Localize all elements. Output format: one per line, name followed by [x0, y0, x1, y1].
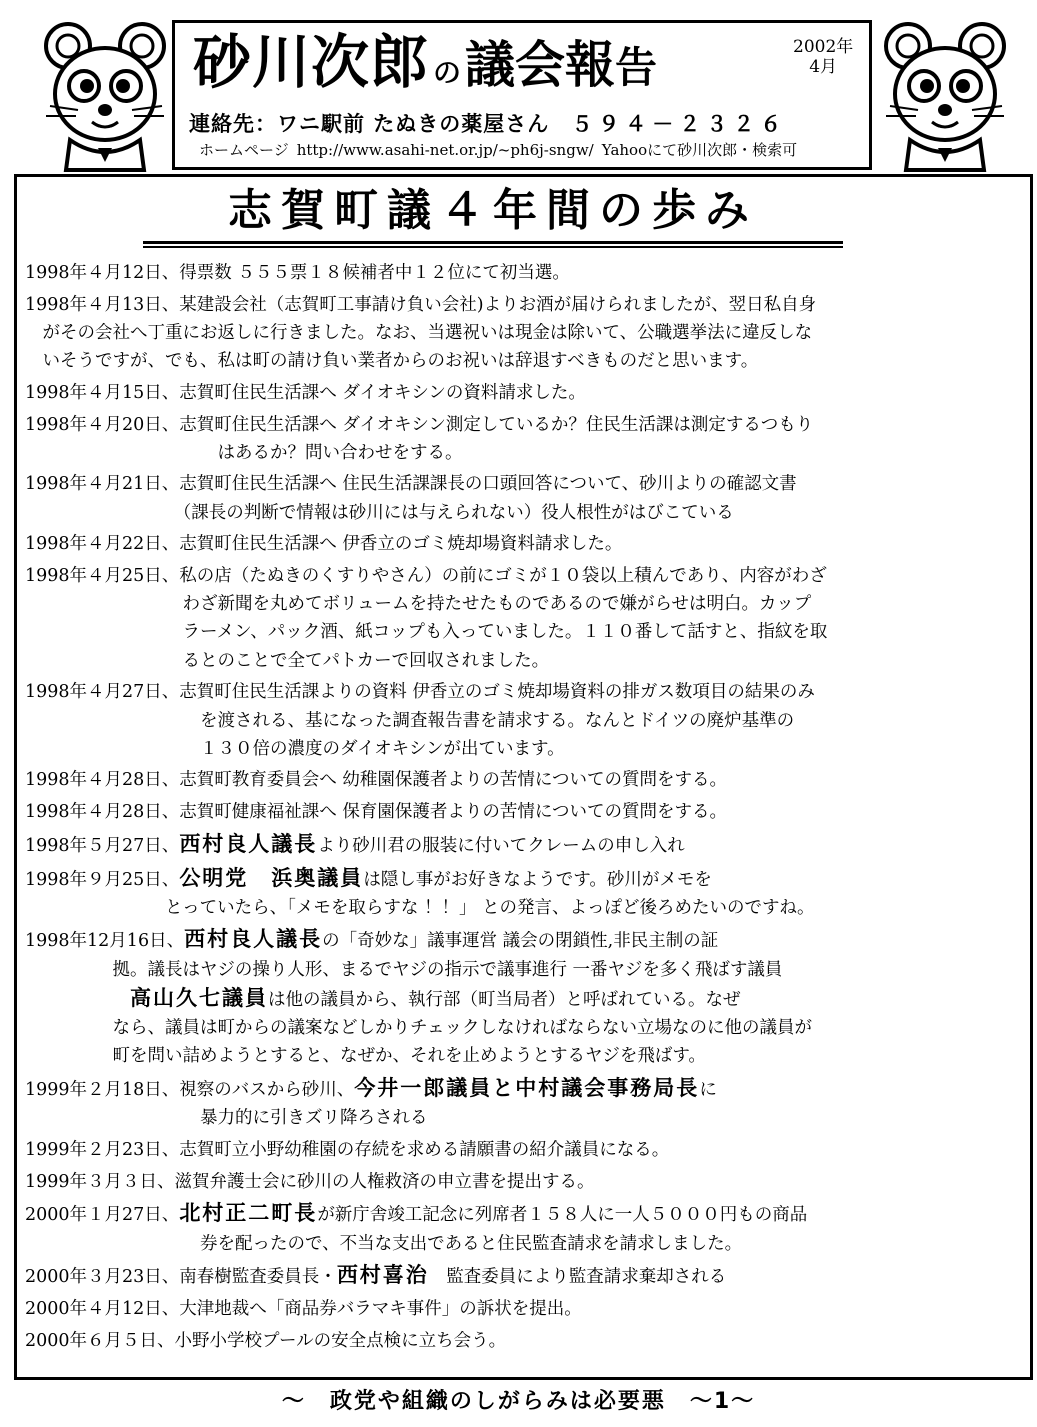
entry-line — [25, 1136, 1025, 1164]
entry-line — [25, 1168, 1025, 1196]
entry-text: 1999年２月23日、志賀町立小野幼稚園の存続を求める請願書の紹介議員になる。 — [25, 1139, 670, 1160]
entry-text: 券を配ったので、不当な支出であると住民監査請求を請求しました。 — [25, 1233, 743, 1254]
title-underline — [143, 241, 843, 244]
title-report: 議会報 — [465, 36, 616, 94]
issue-month: 4月 — [809, 57, 838, 77]
timeline-entry — [25, 1327, 1025, 1355]
entry-line — [25, 470, 1025, 498]
entry-text: 1998年４月21日、志賀町住民生活課へ 住民生活課課長の口頭回答について、砂川よりの確認文書 — [25, 474, 797, 495]
report-title — [193, 28, 658, 96]
entry-text: 1998年４月13日、某建設会社（志賀町工事請け負い会社)よりお酒が届けられましたが、翌日私自身 — [25, 294, 817, 315]
entry-line — [25, 864, 1025, 894]
entry-text: 1998年12月16日、 — [25, 931, 185, 952]
timeline-entry — [25, 766, 1025, 794]
entry-line — [25, 798, 1025, 826]
timeline-entry — [25, 259, 1025, 287]
entry-text: るとのことで全てパトカーで回収されました。 — [25, 650, 550, 671]
entry-line — [25, 925, 1025, 955]
homepage-url[interactable]: http://www.asahi-net.or.jp/~ph6j-sngw/ — [296, 141, 594, 159]
entry-line — [25, 590, 1025, 618]
entry-text: 1998年４月28日、志賀町教育委員会へ 幼稚園保護者よりの苦情についての質問をする。 — [25, 770, 728, 791]
timeline-entry — [25, 379, 1025, 407]
entry-line — [25, 1261, 1025, 1291]
contact-address: 連絡先：ワニ駅前 たぬきの薬屋さん — [189, 112, 550, 136]
title-report-end: 告 — [615, 43, 658, 92]
entry-text: いそうですが、でも、私は町の請け負い業者からのお祝いは辞退すべきものだと思います。 — [25, 351, 759, 372]
highlighted-name: 北村正二町長 — [179, 1201, 318, 1226]
entry-line — [25, 735, 1025, 763]
entry-line — [25, 678, 1025, 706]
entry-text: 1998年９月25日、 — [25, 869, 180, 890]
entry-line — [25, 319, 1025, 347]
timeline-entry — [25, 470, 1025, 526]
entry-line — [25, 647, 1025, 675]
timeline-entry — [25, 1168, 1025, 1196]
highlighted-name: 高山久七議員 — [130, 985, 268, 1010]
entry-text: 2000年１月27日、 — [25, 1205, 180, 1226]
entry-text: がその会社へ丁重にお返しに行きました。なお、当選祝いは現金は除いて、公職選挙法に違反しな — [25, 322, 813, 343]
entry-line — [25, 1104, 1025, 1132]
timeline-entry — [25, 1199, 1025, 1257]
entry-text: 1999年２月18日、視察のバスから砂川、 — [25, 1079, 355, 1100]
entry-line — [25, 439, 1025, 467]
timeline-entry — [25, 562, 1025, 675]
entry-text: 1998年４月15日、志賀町住民生活課へ ダイオキシンの資料請求した。 — [25, 382, 586, 403]
highlighted-name: 西村良人議長 — [179, 831, 318, 856]
entry-text: 1998年４月25日、私の店（たぬきのくすりやさん）の前にゴミが１０袋以上積んであり、内容がわざ — [25, 566, 827, 587]
entry-text: の「奇妙な」議事運営 議会の閉鎖性,非民主制の証 — [322, 931, 719, 952]
timeline-entry — [25, 830, 1025, 860]
highlighted-name: 公明党 浜奥議員 — [179, 865, 364, 890]
entry-line — [25, 259, 1025, 287]
issue-date — [793, 37, 853, 77]
entry-line — [25, 499, 1025, 527]
timeline-entry — [25, 411, 1025, 467]
highlighted-name: 西村良人議長 — [184, 927, 323, 952]
entry-text: 1998年４月20日、志賀町住民生活課へ ダイオキシン測定しているか？住民生活課は測定するつもり — [25, 414, 814, 435]
homepage-line — [199, 139, 797, 160]
issue-year: 2002年 — [793, 37, 854, 57]
tanuki-mascot-right — [880, 14, 1010, 174]
entry-text: なら、議員は町からの議案などしかりチェックしなければならない立場なのに他の議員が — [25, 1018, 812, 1039]
main-title: 志賀町議４年間の歩み — [228, 185, 758, 236]
entry-line — [25, 1074, 1025, 1104]
entry-text: を渡される、基になった調査報告書を請求する。なんとドイツの廃炉基準の — [25, 710, 795, 731]
entry-text: （課長の判断で情報は砂川には与えられない）役人根性がはびこている — [25, 502, 734, 523]
contact-line — [189, 108, 787, 138]
entry-text: わざ新聞を丸めてボリュームを持たせたものであるので嫌がらせは明白。カップ — [25, 594, 812, 615]
title-underline-secondary — [143, 246, 843, 248]
entry-line — [25, 1230, 1025, 1258]
entry-line — [25, 894, 1025, 922]
entry-text: 2000年６月５日、小野小学校プールの安全点検に立ち会う。 — [25, 1330, 507, 1351]
entry-line — [25, 1327, 1025, 1355]
entry-line — [25, 984, 1025, 1014]
entry-text — [25, 990, 130, 1010]
contact-phone: ５９４－２３２６ — [571, 112, 788, 136]
main-content — [14, 174, 1033, 1380]
entry-text: 1998年４月28日、志賀町健康福祉課へ 保育園保護者よりの苦情についての質問をする。 — [25, 802, 728, 823]
entry-line — [25, 1199, 1025, 1229]
entry-line — [25, 291, 1025, 319]
entry-line — [25, 347, 1025, 375]
entry-line — [25, 956, 1025, 984]
title-name: 砂川次郎 — [193, 28, 430, 96]
entry-line — [25, 1014, 1025, 1042]
timeline-entry — [25, 925, 1025, 1070]
entry-text: 1998年５月27日、 — [25, 835, 180, 856]
timeline-entry — [25, 1261, 1025, 1291]
entry-text: １３０倍の濃度のダイオキシンが出ています。 — [25, 738, 565, 759]
timeline-entry — [25, 291, 1025, 376]
entry-line — [25, 562, 1025, 590]
entry-text: 暴力的に引きズリ降ろされる — [25, 1108, 428, 1129]
entry-line — [25, 707, 1025, 735]
title-particle: の — [433, 56, 462, 89]
entry-text: はあるか？問い合わせをする。 — [25, 442, 463, 463]
entry-line — [25, 1042, 1025, 1070]
timeline-list — [25, 259, 1025, 1358]
entry-line — [25, 618, 1025, 646]
entry-text: 2000年３月23日、南春樹監査委員長・ — [25, 1267, 337, 1288]
entry-text: は他の議員から、執行部（町当局者）と呼ばれている。なぜ — [268, 989, 741, 1010]
timeline-entry — [25, 678, 1025, 763]
entry-text: が新庁舎竣工記念に列席者１５８人に一人５０００円もの商品 — [317, 1205, 808, 1226]
entry-text: 2000年４月12日、大津地裁へ「商品券バラマキ事件」の訴状を提出。 — [25, 1298, 582, 1319]
timeline-entry — [25, 530, 1025, 558]
timeline-entry — [25, 798, 1025, 826]
highlighted-name: 今井一郎議員と中村議会事務局長 — [354, 1075, 700, 1100]
entry-text: は隠し事がお好きなようです。砂川がメモを — [363, 869, 712, 890]
timeline-entry — [25, 1295, 1025, 1323]
entry-text: より砂川君の服装に付いてクレームの申し入れ — [317, 835, 685, 856]
tanuki-mascot-left — [40, 14, 170, 174]
entry-text: 1998年４月12日、得票数 ５５５票１８候補者中１２位にて初当選。 — [25, 263, 570, 283]
entry-line — [25, 379, 1025, 407]
highlighted-name: 西村喜治 — [336, 1263, 429, 1288]
entry-text: とっていたら、「メモを取らすな ！！」 との発言、よっぽど後ろめたいのですね。 — [25, 897, 815, 918]
timeline-entry — [25, 1074, 1025, 1132]
timeline-entry — [25, 1136, 1025, 1164]
entry-text: 監査委員により監査請求棄却される — [428, 1267, 727, 1288]
entry-line — [25, 830, 1025, 860]
entry-text: に — [699, 1079, 717, 1100]
timeline-entry — [25, 864, 1025, 922]
search-note: Yahooにて砂川次郎・検索可 — [601, 141, 798, 159]
footer-slogan: ～ 政党や組織のしがらみは必要悪 ～1～ — [281, 1389, 756, 1414]
entry-text: 1998年４月22日、志賀町住民生活課へ 伊香立のゴミ焼却場資料請求した。 — [25, 534, 623, 555]
entry-line — [25, 766, 1025, 794]
homepage-label: ホームページ — [199, 141, 289, 159]
entry-text: 1999年３月３日、滋賀弁護士会に砂川の人権救済の申立書を提出する。 — [25, 1171, 595, 1192]
masthead — [172, 20, 872, 170]
entry-line — [25, 530, 1025, 558]
entry-line — [25, 1295, 1025, 1323]
entry-text: 拠。議長はヤジの操り人形、まるでヤジの指示で議事進行 一番ヤジを多く飛ばす議員 — [25, 959, 783, 980]
entry-line — [25, 411, 1025, 439]
entry-text: ラーメン、パック酒、紙コップも入っていました。１１０番して話すと、指紋を取 — [25, 622, 828, 643]
entry-text: 町を問い詰めようとすると、なぜか、それを止めようとするヤジを飛ばす。 — [25, 1046, 706, 1067]
entry-text: 1998年４月27日、志賀町住民生活課よりの資料 伊香立のゴミ焼却場資料の排ガス数項目の結果のみ — [25, 682, 815, 703]
